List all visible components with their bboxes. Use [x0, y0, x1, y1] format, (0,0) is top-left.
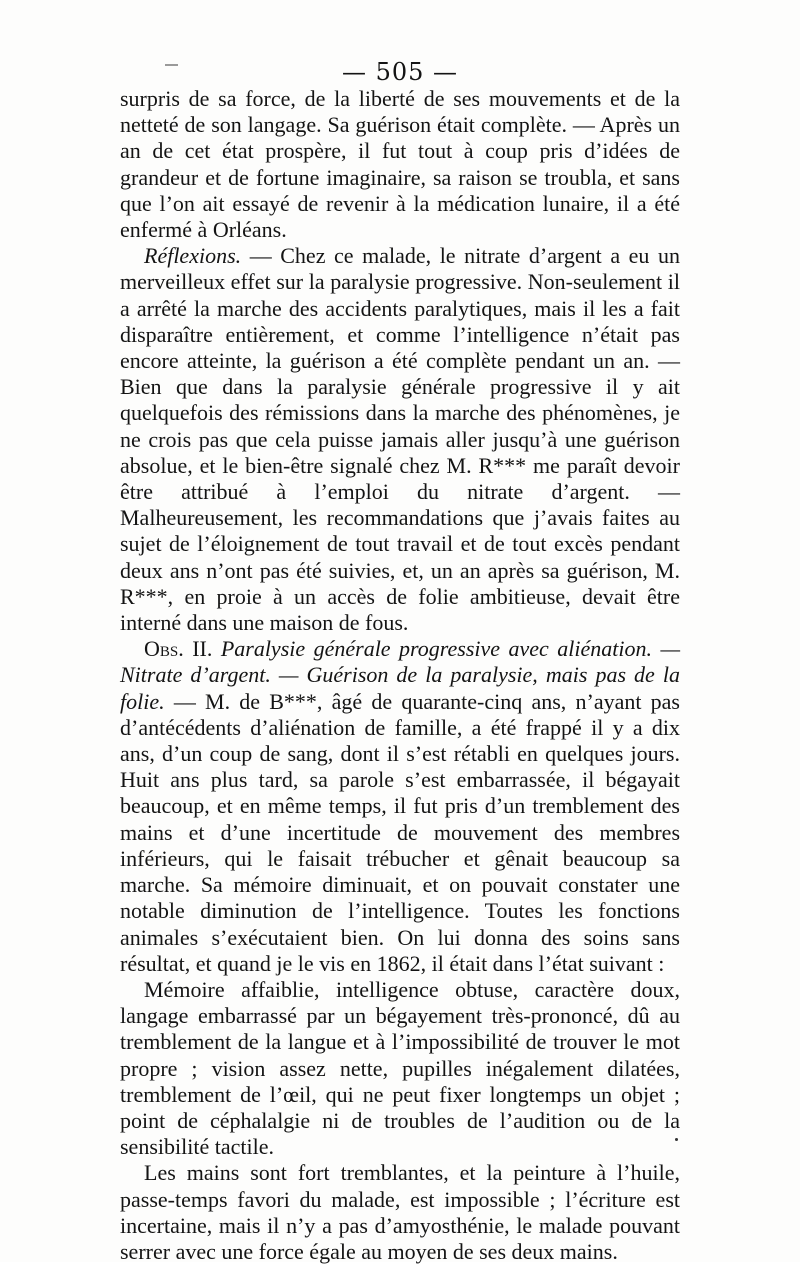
reflexions-label: Réflexions.: [144, 243, 242, 269]
body-text: [120, 86, 680, 1265]
observation-title: Paralysie générale progressive avec aliénation. — Nitrate d’argent. — Guérison de la paralysie, mais pas de la folie.: [120, 636, 681, 714]
observation-label: Obs. II.: [144, 636, 213, 662]
paragraph-observation-2: [120, 636, 680, 977]
ink-speck: [675, 1138, 678, 1141]
reflexions-text: — Chez ce malade, le nitrate d’argent a eu un merveilleux effet sur la paralysie progressive. Non-seulement il a arrêté la marche des accidents paralytiques, mais il les a fait disparaître entièrement, et comme l’intelligence n’était pas encore atteinte, la guérison a été complète pendant un an. — Bien que dans la paralysie générale progressive il y ait quelquefois des rémissions dans la marche des phénomènes, je ne crois pas que cela puisse jamais aller jusqu’à une guérison absolue, et le bien-être signalé chez M. R*** me paraît devoir être attribué à l’emploi du nitrate d’argent. — Malheureusement, les recommandations que j’avais faites au sujet de l’éloignement de tout travail et de tout excès pendant deux ans n’ont pas été suivies, et, un an après sa guérison, M. R***, en proie à un accès de folie ambitieuse, devait être interné dans une maison de fous.: [120, 243, 680, 636]
paragraph-continuation: surpris de sa force, de la liberté de ses mouvements et de la netteté de son langage. Sa guérison était complète. — Après un an de cet état prospère, il fut tout à coup pris d’idées de grandeur et de fortune imaginaire, sa raison se troubla, et sans que l’on ait essayé de revenir à la médication lunaire, il a été enfermé à Orléans.: [120, 86, 680, 243]
paragraph-hands: Les mains sont fort tremblantes, et la peinture à l’huile, passe-temps favori du malade, est impossible ; l’écriture est incertaine, mais il n’y a pas d’amyosthénie, le malade pouvant serrer avec une force égale au moyen de ses deux mains.: [120, 1160, 680, 1264]
paragraph-reflexions: [120, 243, 680, 636]
page-number: — 505 —: [341, 58, 459, 86]
observation-text: — M. de B***, âgé de quarante-cinq ans, n’ayant pas d’antécédents d’aliénation de famille, a été frappé il y a dix ans, d’un coup de sang, dont il s’est rétabli en quelques jours. Huit ans plus tard, sa parole s’est embarrassée, il bégayait beaucoup, et en même temps, il fut pris d’un tremblement des mains et d’une incertitude de mouvement des membres inférieurs, qui le faisait trébucher et gênait beaucoup sa marche. Sa mémoire diminuait, et on pouvait constater une notable diminution de l’intelligence. Toutes les fonctions animales s’exécutaient bien. On lui donna des soins sans résultat, et quand je le vis en 1862, il était dans l’état suivant :: [120, 688, 680, 976]
paragraph-symptoms: Mémoire affaiblie, intelligence obtuse, caractère doux, langage embarrassé par un bégayement très-prononcé, dû au tremblement de la langue et à l’impossibilité de trouver le mot propre ; vision assez nette, pupilles inégalement dilatées, tremblement de l’œil, qui ne peut fixer longtemps un objet ; point de céphalalgie ni de troubles de l’audition ou de la sensibilité tactile.: [120, 976, 680, 1160]
